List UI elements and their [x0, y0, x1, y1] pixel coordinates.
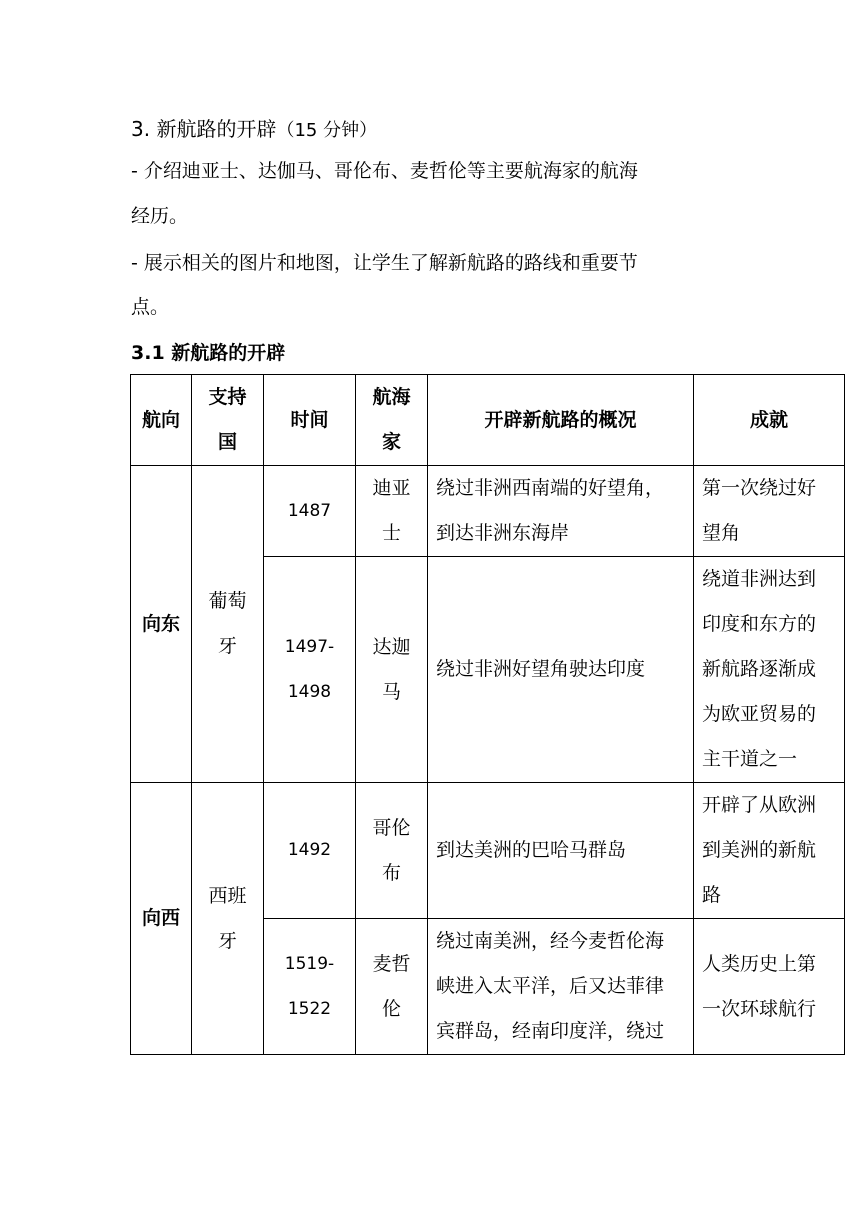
achievement-cell [694, 919, 845, 1055]
table-subtitle: 3.1 新航路的开辟 [131, 342, 286, 364]
achievement-line1: 绕道非洲达到 [702, 568, 817, 590]
overview-cell [428, 919, 694, 1055]
overview-line1: 到达美洲的巴哈马群岛 [436, 839, 627, 861]
table-row [131, 783, 845, 919]
header-country-line1: 支持 [208, 386, 247, 408]
navigator-line2: 士 [381, 522, 401, 544]
overview-line1: 绕过南美洲，经今麦哲伦海 [436, 930, 665, 952]
section-heading-duration: （15 分钟） [276, 120, 378, 141]
achievement-line3: 新航路逐渐成 [702, 658, 817, 680]
table-row [131, 466, 845, 557]
header-country-line2: 国 [217, 431, 237, 453]
paragraph-maps-line2: 点。 [131, 296, 170, 318]
navigator-line1: 达迦 [372, 635, 411, 658]
achievement-line1: 人类历史上第 [702, 952, 817, 975]
country-line1: 葡萄 [208, 590, 247, 612]
overview-line3: 宾群岛，经南印度洋，绕过 [436, 1020, 665, 1042]
header-achievement: 成就 [694, 375, 845, 466]
header-navigator-line2: 家 [381, 431, 401, 453]
new-routes-table [130, 374, 845, 1055]
navigator-line1: 麦哲 [372, 952, 411, 975]
navigator-cell [356, 783, 428, 919]
achievement-line5: 主干道之一 [702, 748, 798, 770]
navigator-cell [356, 557, 428, 783]
paragraph-maps-line1: - 展示相关的图片和地图，让学生了解新航路的路线和重要节 [131, 252, 638, 274]
achievement-line2: 一次环球航行 [702, 997, 817, 1020]
time-cell [264, 919, 356, 1055]
country-cell [192, 466, 264, 783]
time-cell [264, 466, 356, 557]
achievement-line1: 第一次绕过好 [702, 477, 817, 499]
navigator-line2: 布 [381, 861, 401, 884]
navigator-line1: 哥伦 [372, 816, 411, 839]
navigator-line2: 伦 [381, 997, 401, 1020]
achievement-cell [694, 783, 845, 919]
time-cell [264, 557, 356, 783]
time-line2: 1498 [287, 681, 332, 702]
section-heading-main: 3. 新航路的开辟 [131, 117, 277, 141]
achievement-cell [694, 557, 845, 783]
section-heading [131, 114, 377, 146]
achievement-line3: 路 [702, 884, 722, 906]
overview-line2: 峡进入太平洋，后又达菲律 [436, 975, 665, 997]
overview-line1: 绕过非洲好望角驶达印度 [436, 658, 646, 680]
country-line1: 西班 [208, 884, 247, 907]
time-line1: 1519- [284, 953, 335, 974]
direction-cell: 向东 [131, 466, 192, 783]
time-line2: 1522 [287, 998, 332, 1019]
overview-cell [428, 783, 694, 919]
overview-line1: 绕过非洲西南端的好望角， [436, 477, 665, 499]
navigator-line2: 马 [381, 680, 401, 703]
header-navigator-line1: 航海 [372, 386, 411, 408]
navigator-line1: 迪亚 [372, 477, 411, 499]
header-country [192, 375, 264, 466]
country-line2: 牙 [217, 635, 237, 657]
time-line1: 1487 [287, 500, 332, 521]
achievement-line1: 开辟了从欧洲 [702, 794, 817, 816]
time-line1: 1497- [284, 636, 335, 657]
time-cell [264, 783, 356, 919]
achievement-line4: 为欧亚贸易的 [702, 703, 817, 725]
overview-line2: 到达非洲东海岸 [436, 522, 570, 544]
header-time: 时间 [264, 375, 356, 466]
country-cell [192, 783, 264, 1055]
achievement-line2: 印度和东方的 [702, 613, 817, 635]
achievement-cell [694, 466, 845, 557]
country-line2: 牙 [217, 929, 237, 952]
navigator-cell [356, 919, 428, 1055]
achievement-line2: 望角 [702, 522, 741, 544]
overview-cell [428, 557, 694, 783]
header-overview: 开辟新航路的概况 [428, 375, 694, 466]
navigator-cell [356, 466, 428, 557]
header-navigator [356, 375, 428, 466]
direction-cell: 向西 [131, 783, 192, 1055]
overview-cell [428, 466, 694, 557]
table-header-row [131, 375, 845, 466]
achievement-line2: 到美洲的新航 [702, 839, 817, 861]
paragraph-navigators-line1: - 介绍迪亚士、达伽马、哥伦布、麦哲伦等主要航海家的航海 [131, 160, 638, 182]
time-line1: 1492 [287, 840, 332, 860]
paragraph-navigators-line2: 经历。 [131, 205, 189, 227]
header-direction: 航向 [131, 375, 192, 466]
